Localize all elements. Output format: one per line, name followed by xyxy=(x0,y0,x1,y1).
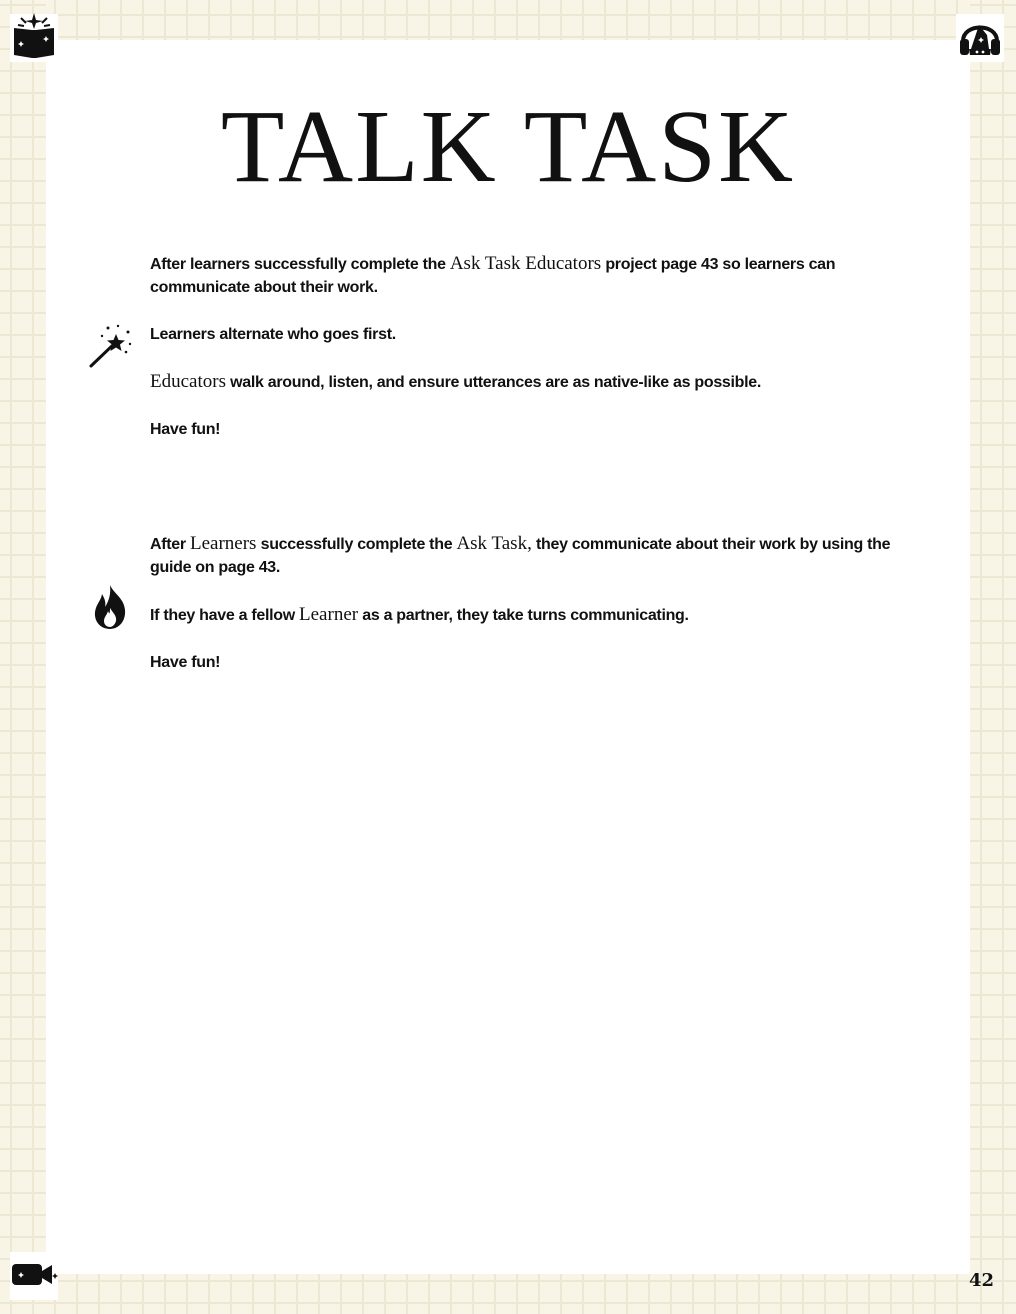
corner-bottom-left xyxy=(10,1252,58,1300)
learner-partner: If they have a fellow Learner as a partner, they take turns communicating. xyxy=(150,604,689,625)
corner-top-right xyxy=(956,14,1004,62)
wizard-headphones-icon xyxy=(957,13,1003,64)
learner-section xyxy=(150,532,915,698)
educator-intro: After learners successfully complete the Ask Task Educators project page 43 so learners can communicate about their work. xyxy=(150,253,836,296)
educator-walk-around: Educators walk around, listen, and ensure utterances are as native-like as possible. xyxy=(150,371,762,392)
page-number: 42 xyxy=(968,1270,994,1291)
flame-icon xyxy=(92,584,128,635)
learner-have-fun: Have fun! xyxy=(150,654,221,671)
magic-book-icon xyxy=(11,12,57,65)
educator-alternate: Learners alternate who goes first. xyxy=(150,326,396,343)
learner-intro: After Learners successfully complete the Ask Task, they communicate about their work by using the guide on page 43. xyxy=(150,533,891,576)
page-title: TALK TASK xyxy=(220,89,796,204)
educator-have-fun: Have fun! xyxy=(150,421,221,438)
magic-wand-icon xyxy=(88,322,134,375)
video-camera-icon xyxy=(10,1259,58,1294)
corner-top-left xyxy=(10,14,58,62)
educator-section xyxy=(150,252,915,465)
